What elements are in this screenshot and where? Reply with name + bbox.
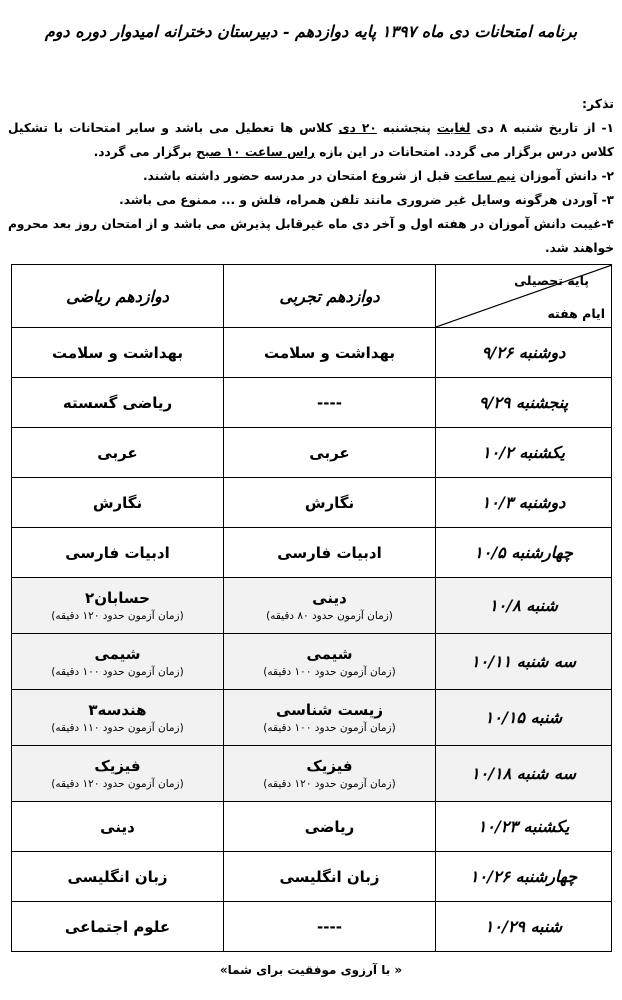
tajrobi-subject: بهداشت و سلامت <box>263 343 396 362</box>
riazi-cell <box>12 378 224 428</box>
riazi-cell <box>12 578 224 634</box>
riazi-subject: شیمی <box>94 645 141 663</box>
note-1 <box>8 116 614 164</box>
tajrobi-cell <box>224 634 436 690</box>
riazi-subject: بهداشت و سلامت <box>51 343 184 362</box>
tajrobi-duration: (زمان آزمون حدود ۱۲۰ دقیقه) <box>263 778 396 790</box>
table-row <box>12 328 612 378</box>
table-row <box>12 746 612 802</box>
day-cell: دوشنبه ۹/۲۶ <box>436 328 612 378</box>
table-row <box>12 690 612 746</box>
riazi-cell <box>12 634 224 690</box>
riazi-subject: نگارش <box>92 493 143 512</box>
tajrobi-subject: ادبیات فارسی <box>277 543 382 562</box>
riazi-subject: هندسه۳ <box>88 701 147 719</box>
day-cell: شنبه ۱۰/۸ <box>436 578 612 634</box>
tajrobi-cell <box>224 746 436 802</box>
note-2-half-hour: نیم ساعت <box>454 169 516 183</box>
column-header-riazi: دوازدهم ریاضی <box>12 265 224 328</box>
notes-heading: تذکر: <box>582 96 614 111</box>
footer-wish: « با آرزوی موفقیت برای شما» <box>219 963 403 977</box>
table-row <box>12 528 612 578</box>
riazi-subject: دینی <box>100 817 135 836</box>
riazi-cell <box>12 802 224 852</box>
tajrobi-subject: عربی <box>309 443 350 462</box>
tajrobi-duration: (زمان آزمون حدود ۱۰۰ دقیقه) <box>263 666 396 678</box>
riazi-subject: حسابان۲ <box>85 589 150 607</box>
riazi-duration: (زمان آزمون حدود ۱۲۰ دقیقه) <box>51 610 184 622</box>
day-cell: شنبه ۱۰/۱۵ <box>436 690 612 746</box>
table-row <box>12 428 612 478</box>
riazi-subject: زبان انگلیسی <box>67 867 168 886</box>
tajrobi-subject: زیست شناسی <box>275 701 384 719</box>
day-cell: دوشنبه ۱۰/۳ <box>436 478 612 528</box>
notes-section <box>8 92 614 260</box>
tajrobi-cell <box>224 902 436 952</box>
day-cell: چهارشنبه ۱۰/۵ <box>436 528 612 578</box>
tajrobi-subject: شیمی <box>306 645 353 663</box>
riazi-cell <box>12 852 224 902</box>
note-1-part-e: کلاس ها تعطیل می باشد و سایر امتحانات با تشکیل کلاس درس برگزار می گردد. امتحانات در این بازه <box>8 121 614 159</box>
riazi-cell <box>12 746 224 802</box>
tajrobi-duration: (زمان آزمون حدود ۸۰ دقیقه) <box>266 610 393 622</box>
note-1-part-g: برگزار می گردد. <box>93 145 197 159</box>
day-cell: چهارشنبه ۱۰/۲۶ <box>436 852 612 902</box>
note-1-exam-time: راس ساعت ۱۰ صبح <box>196 145 316 159</box>
tajrobi-cell <box>224 690 436 746</box>
tajrobi-cell <box>224 802 436 852</box>
tajrobi-duration: (زمان آزمون حدود ۱۰۰ دقیقه) <box>263 722 396 734</box>
day-cell: یکشنبه ۱۰/۲ <box>436 428 612 478</box>
riazi-cell <box>12 690 224 746</box>
tajrobi-subject: دینی <box>312 589 347 607</box>
tajrobi-cell <box>224 528 436 578</box>
tajrobi-subject: ---- <box>317 917 342 936</box>
day-cell: پنجشنبه ۹/۲۹ <box>436 378 612 428</box>
day-cell: سه شنبه ۱۰/۱۸ <box>436 746 612 802</box>
note-1-part-a: ۱- از تاریخ شنبه ۸ دی <box>470 121 614 135</box>
page-title: برنامه امتحانات دی ماه ۱۳۹۷ پایه دوازدهم - دبیرستان دخترانه امیدوار دوره دوم <box>44 22 578 41</box>
table-row <box>12 634 612 690</box>
riazi-cell <box>12 328 224 378</box>
table-row <box>12 902 612 952</box>
header-corner-cell <box>436 265 612 328</box>
note-2 <box>8 164 614 188</box>
tajrobi-cell <box>224 478 436 528</box>
tajrobi-cell <box>224 852 436 902</box>
riazi-duration: (زمان آزمون حدود ۱۱۰ دقیقه) <box>51 722 184 734</box>
tajrobi-cell <box>224 328 436 378</box>
note-1-part-c: پنجشنبه <box>376 121 437 135</box>
week-days-label: ایام هفته <box>547 306 605 321</box>
riazi-duration: (زمان آزمون حدود ۱۰۰ دقیقه) <box>51 666 184 678</box>
note-2-part-c: قبل از شروع امتحان در مدرسه حضور داشته باشند. <box>143 169 455 183</box>
table-body <box>12 328 612 952</box>
table-row <box>12 478 612 528</box>
day-cell: یکشنبه ۱۰/۲۳ <box>436 802 612 852</box>
day-cell: سه شنبه ۱۰/۱۱ <box>436 634 612 690</box>
table-row <box>12 378 612 428</box>
note-3: ۳- آوردن هرگونه وسایل غیر ضروری مانند تلفن همراه، فلش و ... ممنوع می باشد. <box>119 193 614 207</box>
riazi-cell <box>12 428 224 478</box>
exam-schedule-table <box>11 264 612 952</box>
riazi-subject: عربی <box>97 443 138 462</box>
riazi-cell <box>12 528 224 578</box>
tajrobi-subject: ---- <box>317 393 342 412</box>
note-2-part-a: ۲- دانش آموزان <box>515 169 614 183</box>
tajrobi-cell <box>224 378 436 428</box>
tajrobi-cell <box>224 428 436 478</box>
tajrobi-subject: زبان انگلیسی <box>279 867 380 886</box>
table-row <box>12 802 612 852</box>
riazi-subject: ادبیات فارسی <box>65 543 170 562</box>
table-row <box>12 578 612 634</box>
tajrobi-cell <box>224 578 436 634</box>
riazi-cell <box>12 478 224 528</box>
riazi-subject: فیزیک <box>94 757 141 775</box>
tajrobi-subject: فیزیک <box>306 757 353 775</box>
riazi-subject: ریاضی گسسته <box>62 393 173 412</box>
table-row <box>12 852 612 902</box>
riazi-cell <box>12 902 224 952</box>
note-1-until: لغایت <box>436 121 471 135</box>
riazi-subject: علوم اجتماعی <box>64 917 171 936</box>
riazi-duration: (زمان آزمون حدود ۱۲۰ دقیقه) <box>51 778 184 790</box>
column-header-tajrobi: دوازدهم تجربی <box>224 265 436 328</box>
base-label: پایه تحصیلی <box>514 273 589 288</box>
tajrobi-subject: نگارش <box>304 493 355 512</box>
day-cell: شنبه ۱۰/۲۹ <box>436 902 612 952</box>
tajrobi-subject: ریاضی <box>304 817 355 836</box>
note-1-end-date: ۲۰ دی <box>338 121 377 135</box>
table-header-row <box>12 265 612 328</box>
note-4: ۴-غیبت دانش آموزان در هفته اول و آخر دی ماه غیرقابل پذیرش می باشد و از امتحان روز بعد محروم خواهند شد. <box>8 217 614 255</box>
